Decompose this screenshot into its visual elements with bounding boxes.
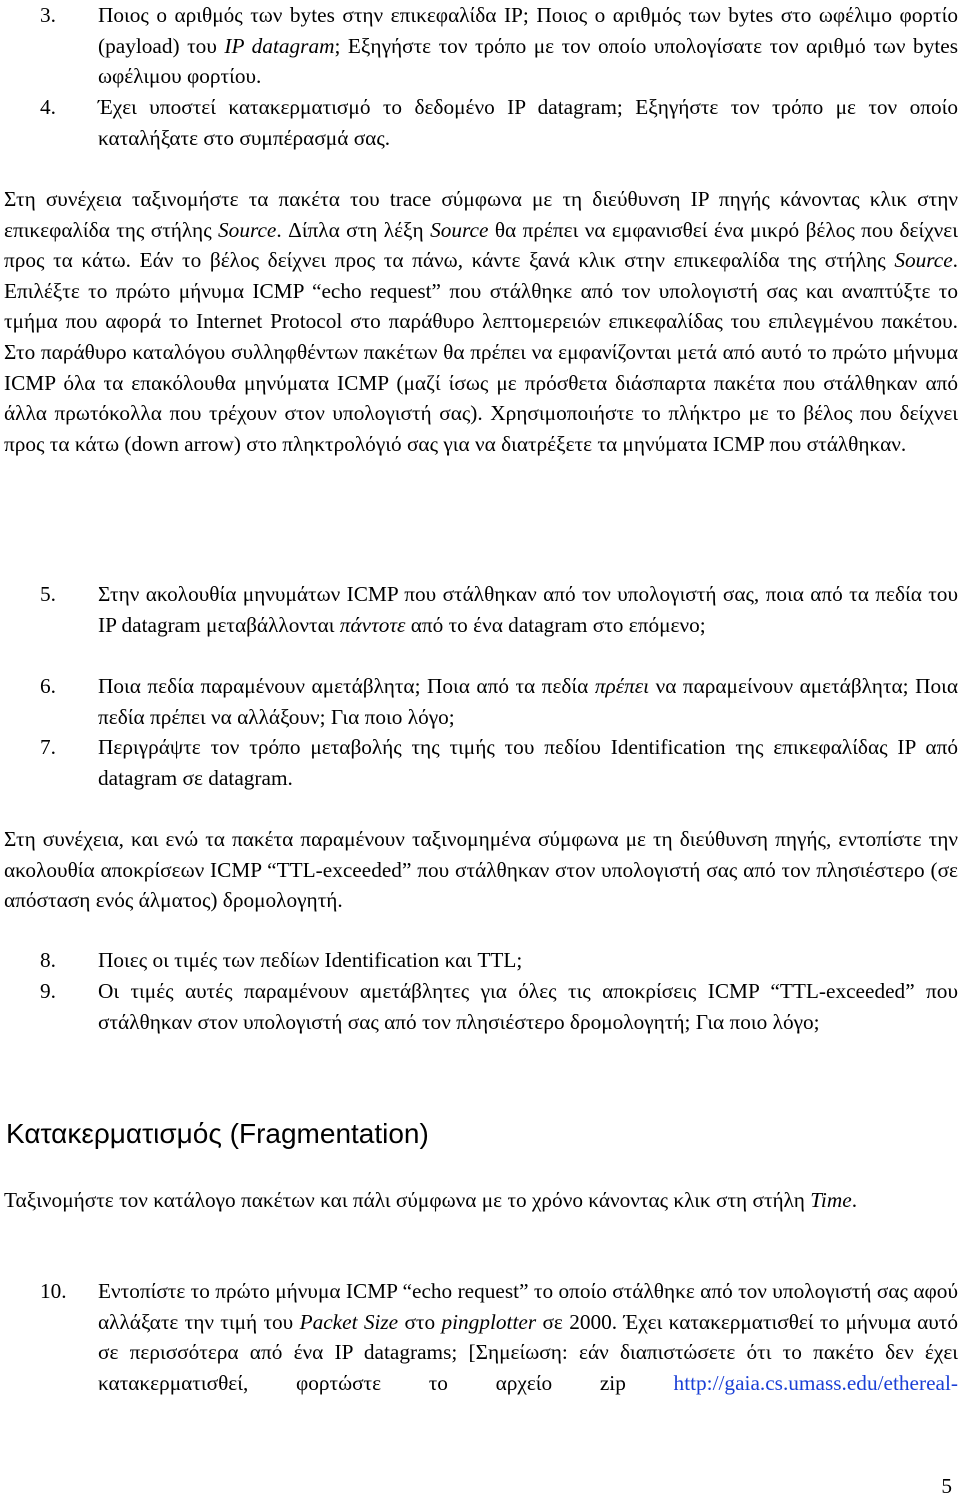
list-text: Ποιες οι τιμές των πεδίων Identification και TTL; xyxy=(98,948,523,972)
list-number: 8. xyxy=(40,948,56,972)
ethereal-link[interactable]: http://gaia.cs.umass.edu/ethereal- xyxy=(673,1370,958,1395)
list-number: 4. xyxy=(40,95,56,119)
section-heading: Κατακερματισμός (Fragmentation) xyxy=(6,1118,429,1149)
list-number: 5. xyxy=(40,582,56,606)
paragraph-sort-time: Ταξινομήστε τον κατάλογο πακέτων και πάλι σύμφωνα με το χρόνο κάνοντας κλικ στη στήλη Time. xyxy=(4,1188,858,1212)
list-number: 7. xyxy=(40,735,56,759)
page-number: 5 xyxy=(941,1474,952,1498)
list-number: 3. xyxy=(40,3,56,27)
paragraph-sort-source: Στη συνέχεια ταξινομήστε τα πακέτα του trace σύμφωνα με τη διεύθυνση IP πηγής κάνοντας κλικ στην επικεφαλίδα της στήλης Source. Δίπλα στη λέξη Source θα πρέπει να εμφανισθεί ένα μικρό βέλος που δείχνει προς τα κάτω. Εάν το βέλος δείχνει προς τα πάνω, κάντε ξανά κλικ στην επικεφαλίδα της στήλης Source. Επιλέξτε το πρώτο μήνυμα ICMP “echo request” που στάλθηκε από τον υπολογιστή σας και αναπτύξτε το τμήμα που αφορά το Internet Protocol στο παράθυρο λεπτομερειών επικεφαλίδας του επιλεγμένου πακέτου. Στο παράθυρο καταλόγου συλληφθέντων πακέτων θα πρέπει να εμφανίζονται μετά από αυτό το πρώτο μήνυμα ICMP όλα τα επακόλουθα μηνύματα ICMP (μαζί ίσως με πρόσθετα διάσπαρτα πακέτα που στάλθηκαν από άλλα πρωτόκολλα που τρέχουν στον υπολογιστή σας). Χρησιμοποιήστε το πλήκτρο με το βέλος που δείχνει προς τα κάτω (down arrow) στο πληκτρολόγιό σας για να διατρέξετε τα μηνύματα ICMP που στάλθηκαν. xyxy=(4,187,958,456)
list-text: Ποια πεδία παραμένουν αμετάβλητα; Ποια από τα πεδία πρέπει να παραμείνουν αμετάβλητα; Ποια πεδία πρέπει να αλλάξουν; Για ποιο λόγο; xyxy=(98,674,958,729)
list-text: Ποιος ο αριθμός των bytes στην επικεφαλίδα IP; Ποιος ο αριθμός των bytes στο ωφέλιμο φορτίο (payload) του IP datagram; Εξηγήστε τον τρόπο με τον οποίο υπολογίσατε τον αριθμό των bytes ωφέλιμου φορτίου. xyxy=(98,3,958,89)
list-number: 10. xyxy=(40,1279,67,1303)
list-text: Εντοπίστε το πρώτο μήνυμα ICMP “echo request” το οποίο στάλθηκε από τον υπολογιστή σας αφού αλλάξατε την τιμή του Packet Size στο pingplotter σε 2000. Έχει κατακερματισθεί το μήνυμα αυτό σε περισσότερα από ένα IP datagrams; [Σημείωση: εάν διαπιστώσετε ότι το πακέτο δεν έχει κατακερματισθεί, φορτώστε το αρχείο zip http://gaia.cs.umass.edu/ethereal- xyxy=(98,1279,958,1395)
list-number: 6. xyxy=(40,674,56,698)
list-text: Στην ακολουθία μηνυμάτων ICMP που στάλθηκαν από τον υπολογιστή σας, ποια από τα πεδία του IP datagram μεταβάλλονται πάντοτε από το ένα datagram στο επόμενο; xyxy=(98,582,958,637)
list-text: Έχει υποστεί κατακερματισμό το δεδομένο IP datagram; Εξηγήστε τον τρόπο με τον οποίο καταλήξατε στο συμπέρασμά σας. xyxy=(98,95,958,150)
paragraph-ttl-exceeded: Στη συνέχεια, και ενώ τα πακέτα παραμένουν ταξινομημένα σύμφωνα με τη διεύθυνση πηγής, εντοπίστε την ακολουθία αποκρίσεων ICMP “TTL-exceeded” που στάλθηκαν στον υπολογιστή σας από τον πλησιέστερο (σε απόσταση ενός άλματος) δρομολογητή. xyxy=(4,827,958,913)
list-text: Περιγράψτε τον τρόπο μεταβολής της τιμής του πεδίου Identification της επικεφαλίδας IP από datagram σε datagram. xyxy=(98,735,958,790)
list-number: 9. xyxy=(40,979,56,1003)
list-text: Οι τιμές αυτές παραμένουν αμετάβλητες για όλες τις αποκρίσεις ICMP “TTL-exceeded” που στάλθηκαν στον υπολογιστή σας από τον πλησιέστερο δρομολογητή; Για ποιο λόγο; xyxy=(98,979,958,1034)
